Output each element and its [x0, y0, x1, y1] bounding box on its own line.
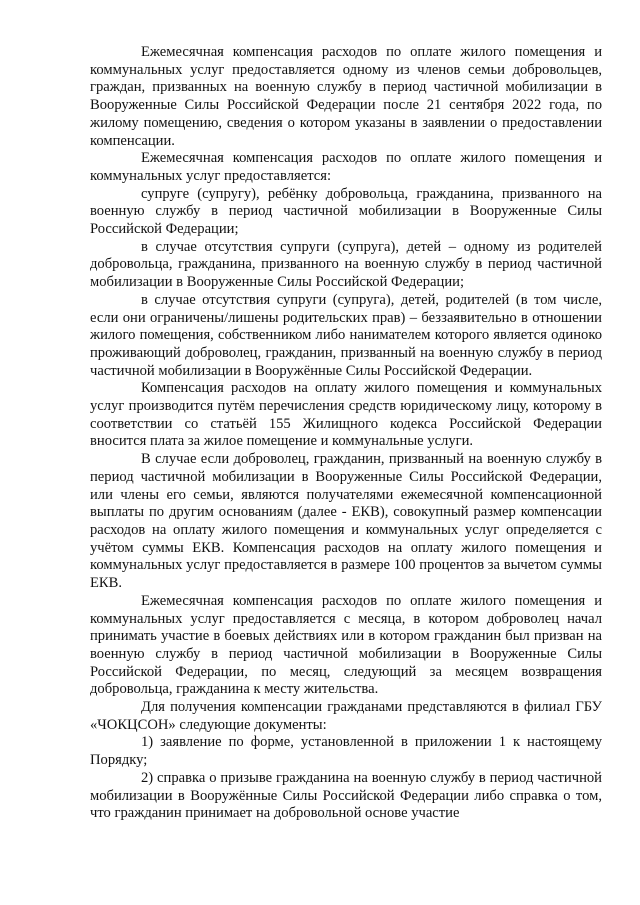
document-page: [90, 44, 602, 823]
paragraph-spouse-child: супруге (супругу), ребёнку добровольца, гражданина, призванного на военную службу в период частичной мобилизации в Вооруженные Силы Российской Федерации;: [90, 185, 602, 238]
paragraph-compensation-provided-to: Ежемесячная компенсация расходов по оплате жилого помещения и коммунальных услуг предоставляется:: [90, 150, 602, 184]
paragraph-period: Ежемесячная компенсация расходов по оплате жилого помещения и коммунальных услуг предоставляется с месяца, в котором доброволец начал принимать участие в боевых действиях или в котором гражданин был призван на военную службу в период частичной мобилизации в Вооруженные Силы Российской Федерации, по месяц, следующий за месяцем возвращения добровольца, гражданина к месту жительства.: [90, 592, 602, 698]
paragraph-payment-method: Компенсация расходов на оплату жилого помещения и коммунальных услуг производится путём перечисления средств юридическому лицу, которому в соответствии со статьёй 155 Жилищного кодекса Российской Федерации вносится плата за жилое помещение и коммунальные услуги.: [90, 380, 602, 450]
paragraph-ekv: В случае если доброволец, гражданин, призванный на военную службу в период частичной мобилизации в Вооруженные Силы Российской Федерации, или члены его семьи, являются получателями ежемесячной компенсационной выплаты по другим основаниям (далее - ЕКВ), совокупный размер компенсации расходов на оплату жилого помещения и коммунальных услуг определяется с учётом суммы ЕКВ. Компенсация расходов на оплату жилого помещения и коммунальных услуг предоставляется в размере 100 процентов за вычетом суммы ЕКВ.: [90, 451, 602, 592]
paragraph-documents-intro: Для получения компенсации гражданами представляются в филиал ГБУ «ЧОКЦСОН» следующие документы:: [90, 699, 602, 733]
paragraph-document-item-1: 1) заявление по форме, установленной в приложении 1 к настоящему Порядку;: [90, 734, 602, 769]
paragraph-document-item-2: 2) справка о призыве гражданина на военную службу в период частичной мобилизации в Вооружённые Силы Российской Федерации либо справка о том, что гражданин принимает на добровольной основе участие: [90, 769, 602, 822]
paragraph-compensation-recipient: Ежемесячная компенсация расходов по оплате жилого помещения и коммунальных услуг предоставляется одному из членов семьи добровольцев, граждан, призванных на военную службу в период частичной мобилизации в Вооруженные Силы Российской Федерации после 21 сентября 2022 года, по жилому помещению, сведения о котором указаны в заявлении о предоставлении компенсации.: [90, 44, 602, 149]
paragraph-single-volunteer: в случае отсутствия супруги (супруга), детей, родителей (в том числе, если они ограничены/лишены родительских прав) – беззаявительно в отношении жилого помещения, собственником либо нанимателем которого является одиноко проживающий доброволец, гражданин, призванный на военную службу в период частичной мобилизации в Вооружённые Силы Российской Федерации.: [90, 291, 602, 379]
paragraph-parents: в случае отсутствия супруги (супруга), детей – одному из родителей добровольца, гражданина, призванного на военную службу в период частичной мобилизации в Вооруженные Силы Российской Федерации;: [90, 238, 602, 291]
